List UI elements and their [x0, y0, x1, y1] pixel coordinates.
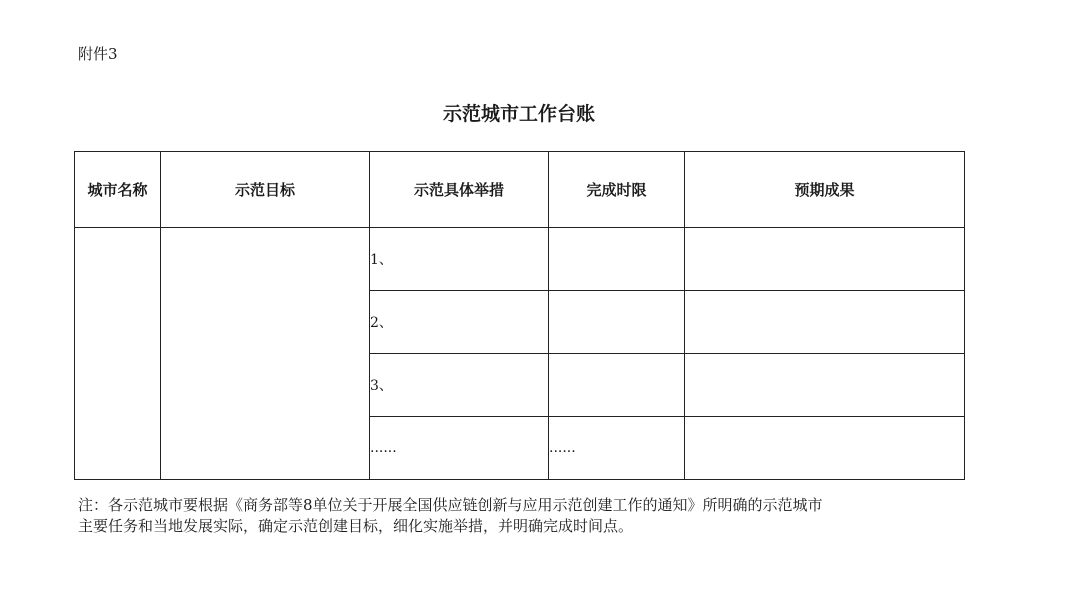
expected-result-cell — [685, 417, 965, 480]
attachment-label: 附件3 — [78, 45, 118, 63]
deadline-cell: ...... — [549, 417, 685, 480]
measure-cell: ...... — [370, 417, 549, 480]
expected-result-cell — [685, 228, 965, 291]
demo-goal-cell — [161, 228, 370, 480]
deadline-cell — [549, 228, 685, 291]
footnote — [78, 495, 978, 537]
header-specific-measures: 示范具体举措 — [370, 152, 549, 228]
table-row — [75, 228, 965, 291]
document-title: 示范城市工作台账 — [442, 103, 595, 125]
city-name-cell — [75, 228, 161, 480]
header-demo-goal: 示范目标 — [161, 152, 370, 228]
measure-cell: 3、 — [370, 354, 549, 417]
expected-result-cell — [685, 291, 965, 354]
work-ledger-table — [74, 151, 965, 480]
header-expected-results: 预期成果 — [685, 152, 965, 228]
deadline-cell — [549, 291, 685, 354]
footnote-line-1: 注：各示范城市要根据《商务部等8单位关于开展全国供应链创新与应用示范创建工作的通知》所明确的示范城市 — [78, 496, 823, 514]
measure-cell: 1、 — [370, 228, 549, 291]
measure-cell: 2、 — [370, 291, 549, 354]
expected-result-cell — [685, 354, 965, 417]
header-city-name: 城市名称 — [75, 152, 161, 228]
header-deadline: 完成时限 — [549, 152, 685, 228]
table-header-row — [75, 152, 965, 228]
deadline-cell — [549, 354, 685, 417]
footnote-line-2: 主要任务和当地发展实际，确定示范创建目标，细化实施举措，并明确完成时间点。 — [78, 517, 634, 535]
